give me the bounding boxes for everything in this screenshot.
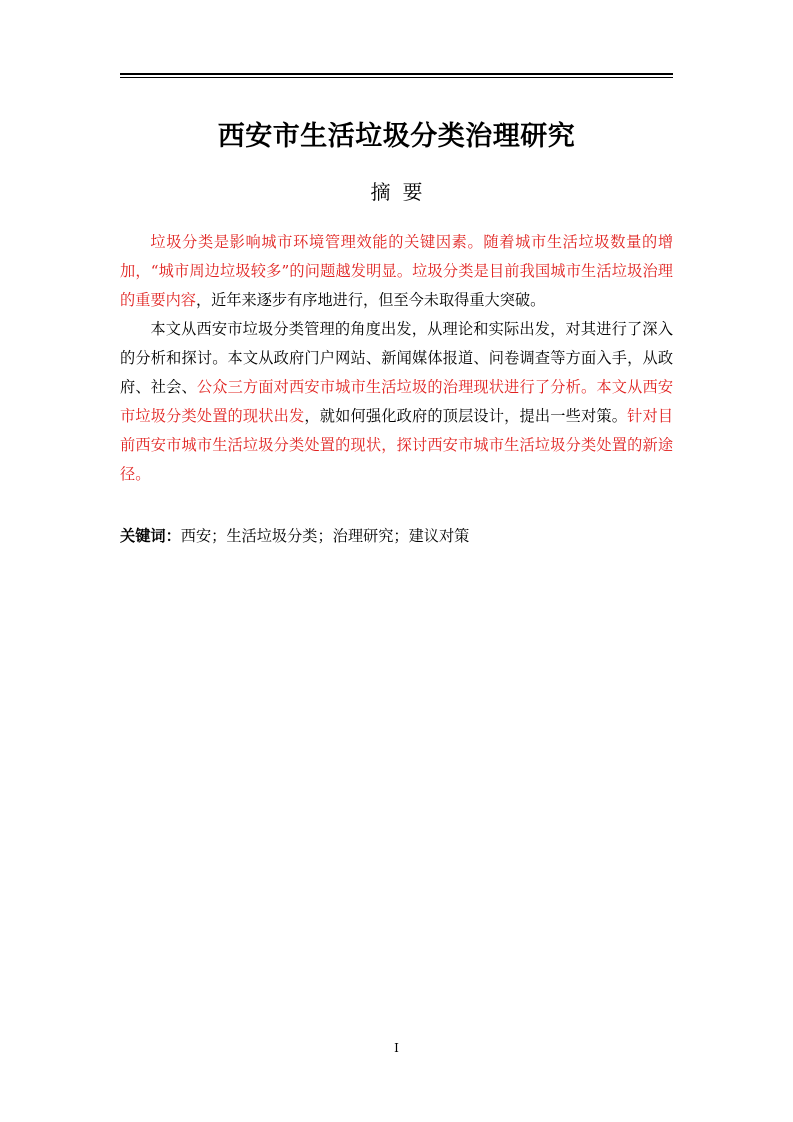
- abstract-paragraph-2: [120, 315, 673, 489]
- keywords-value: 西安；生活垃圾分类；治理研究；建议对策: [180, 527, 470, 545]
- plain-text: 本文从西安市垃圾分类管理的角度出发，从理论和实际出发，对其进行了深入的分析和探讨。本文从政府门户网站、新闻媒体报道、问卷调查等方面入手，从政府、社会、: [120, 320, 673, 396]
- keywords-line: [120, 522, 673, 551]
- keywords-label: 关键词：: [120, 527, 181, 545]
- document-title: 西安市生活垃圾分类治理研究: [217, 121, 576, 152]
- abstract-heading: 摘要: [370, 180, 435, 204]
- highlighted-text: 垃圾分类是影响城市环境管理效能的关键因素。随着城市生活垃圾数量的增加，“城市周边垃圾较多”的问题越发明显。垃圾分类是目前我国城市生活垃圾治理的重要内容: [120, 233, 673, 309]
- highlighted-text: 公众三方面对西安市城市生活垃圾的治理现状进行了分析。本文从西安市垃圾分类处置的现状出发: [120, 378, 674, 425]
- plain-text: ，就如何强化政府的顶层设计，提出一些对策。: [304, 407, 628, 425]
- plain-text: ，近年来逐步有序地进行，但至今未取得重大突破。: [195, 291, 546, 309]
- abstract-paragraph-1: [120, 228, 673, 315]
- page-number: I: [394, 1041, 399, 1055]
- header-rule-thick: [120, 73, 673, 75]
- highlighted-text: 针对目前西安市城市生活垃圾分类处置的现状，探讨西安市城市生活垃圾分类处置的新途径。: [120, 407, 674, 483]
- header-rule-thin: [120, 77, 673, 78]
